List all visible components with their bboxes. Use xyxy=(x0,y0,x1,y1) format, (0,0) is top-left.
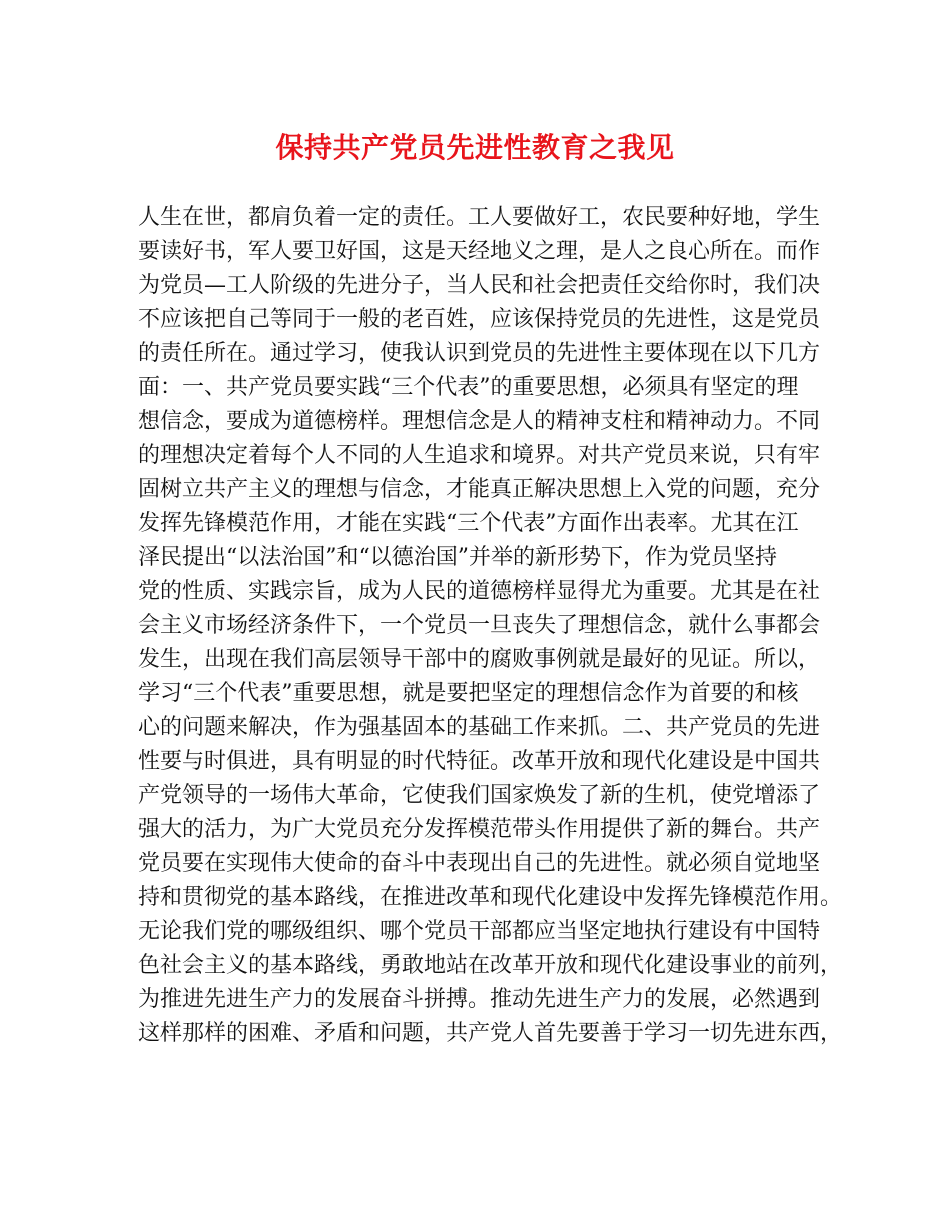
body-line: 党员要在实现伟大使命的奋斗中表现出自己的先进性。就必须自觉地坚 xyxy=(138,851,821,876)
body-line: 泽民提出“以法治国”和“以德治国”并举的新形势下，作为党员坚持 xyxy=(138,545,777,570)
body-line: 发生，出现在我们高层领导干部中的腐败事例就是最好的见证。所以， xyxy=(138,647,821,672)
body-line: 为党员—工人阶级的先进分子，当人民和社会把责任交给你时，我们决 xyxy=(138,273,821,298)
body-line: 固树立共产主义的理想与信念，才能真正解决思想上入党的问题，充分 xyxy=(138,477,821,502)
body-line: 想信念，要成为道德榜样。理想信念是人的精神支柱和精神动力。不同 xyxy=(138,409,821,434)
body-line: 色社会主义的基本路线，勇敢地站在改革开放和现代化建设事业的前列， xyxy=(138,953,843,978)
body-line: 这样那样的困难、矛盾和问题，共产党人首先要善于学习一切先进东西， xyxy=(138,1021,843,1046)
body-line: 持和贯彻党的基本路线，在推进改革和现代化建设中发挥先锋模范作用。 xyxy=(138,885,843,910)
body-line: 人生在世，都肩负着一定的责任。工人要做好工，农民要种好地，学生 xyxy=(138,205,821,230)
body-line: 产党领导的一场伟大革命，它使我们国家焕发了新的生机，使党增添了 xyxy=(138,783,821,808)
body-line: 为推进先进生产力的发展奋斗拼搏。推动先进生产力的发展，必然遇到 xyxy=(138,987,821,1012)
body-line: 心的问题来解决，作为强基固本的基础工作来抓。二、共产党员的先进 xyxy=(138,715,821,740)
body-line: 不应该把自己等同于一般的老百姓，应该保持党员的先进性，这是党员 xyxy=(138,307,821,332)
body-line: 发挥先锋模范作用，才能在实践“三个代表”方面作出表率。尤其在江 xyxy=(138,511,799,536)
body-line: 学习“三个代表”重要思想，就是要把坚定的理想信念作为首要的和核 xyxy=(138,681,799,706)
body-line: 要读好书，军人要卫好国，这是天经地义之理，是人之良心所在。而作 xyxy=(138,239,821,264)
body-line: 的责任所在。通过学习，使我认识到党员的先进性主要体现在以下几方 xyxy=(138,341,821,366)
body-line: 党的性质、实践宗旨，成为人民的道德榜样显得尤为重要。尤其是在社 xyxy=(138,579,821,604)
body-line: 性要与时俱进，具有明显的时代特征。改革开放和现代化建设是中国共 xyxy=(138,749,821,774)
document-body xyxy=(138,201,843,1051)
body-line: 会主义市场经济条件下，一个党员一旦丧失了理想信念，就什么事都会 xyxy=(138,613,821,638)
body-line: 面：一、共产党员要实践“三个代表”的重要思想，必须具有坚定的理 xyxy=(138,375,799,400)
body-line: 的理想决定着每个人不同的人生追求和境界。对共产党员来说，只有牢 xyxy=(138,443,821,468)
body-line: 强大的活力，为广大党员充分发挥模范带头作用提供了新的舞台。共产 xyxy=(138,817,821,842)
body-line: 无论我们党的哪级组织、哪个党员干部都应当坚定地执行建设有中国特 xyxy=(138,919,821,944)
document-title: 保持共产党员先进性教育之我见 xyxy=(275,131,675,164)
